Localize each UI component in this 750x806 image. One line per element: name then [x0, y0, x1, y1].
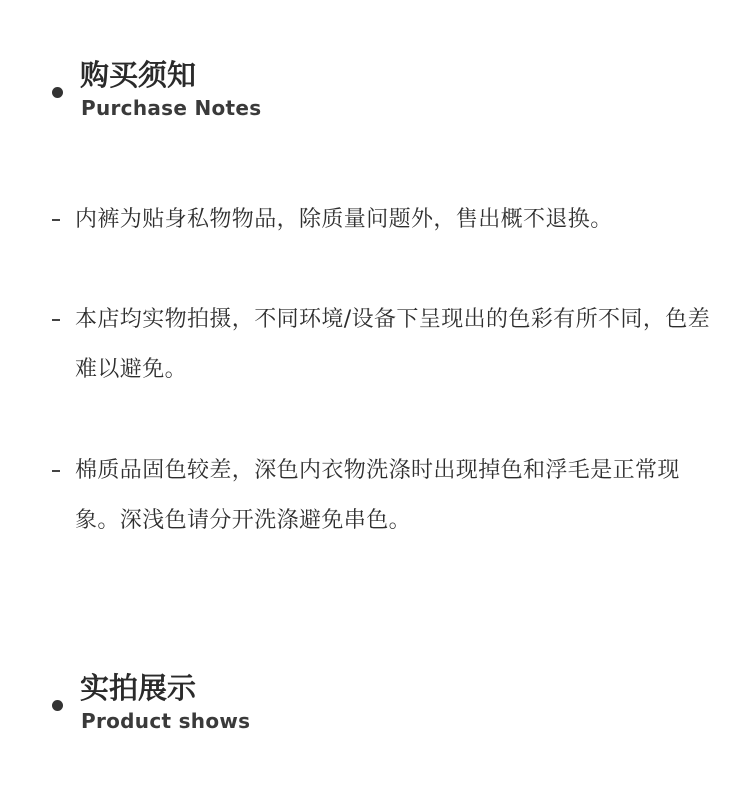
- dash-icon: [52, 319, 60, 321]
- dash-icon: [52, 219, 60, 221]
- note-text: 棉质品固色较差，深色内衣物洗涤时出现掉色和浮毛是正常现象。深浅色请分开洗涤避免串色。: [75, 458, 680, 533]
- note-text: 本店均实物拍摄，不同环境/设备下呈现出的色彩有所不同，色差难以避免。: [75, 307, 711, 382]
- product-shows-title: 实拍展示: [80, 671, 197, 705]
- note-text: 内裤为贴身私物物品，除质量问题外，售出概不退换。: [75, 207, 613, 232]
- product-shows-subtitle: Product shows: [81, 709, 251, 733]
- dash-icon: [52, 470, 60, 472]
- purchase-notes-title: 购买须知: [80, 58, 197, 92]
- bullet-dot-icon: [52, 87, 63, 98]
- bullet-dot-icon: [52, 700, 63, 711]
- purchase-notes-subtitle: Purchase Notes: [81, 96, 262, 120]
